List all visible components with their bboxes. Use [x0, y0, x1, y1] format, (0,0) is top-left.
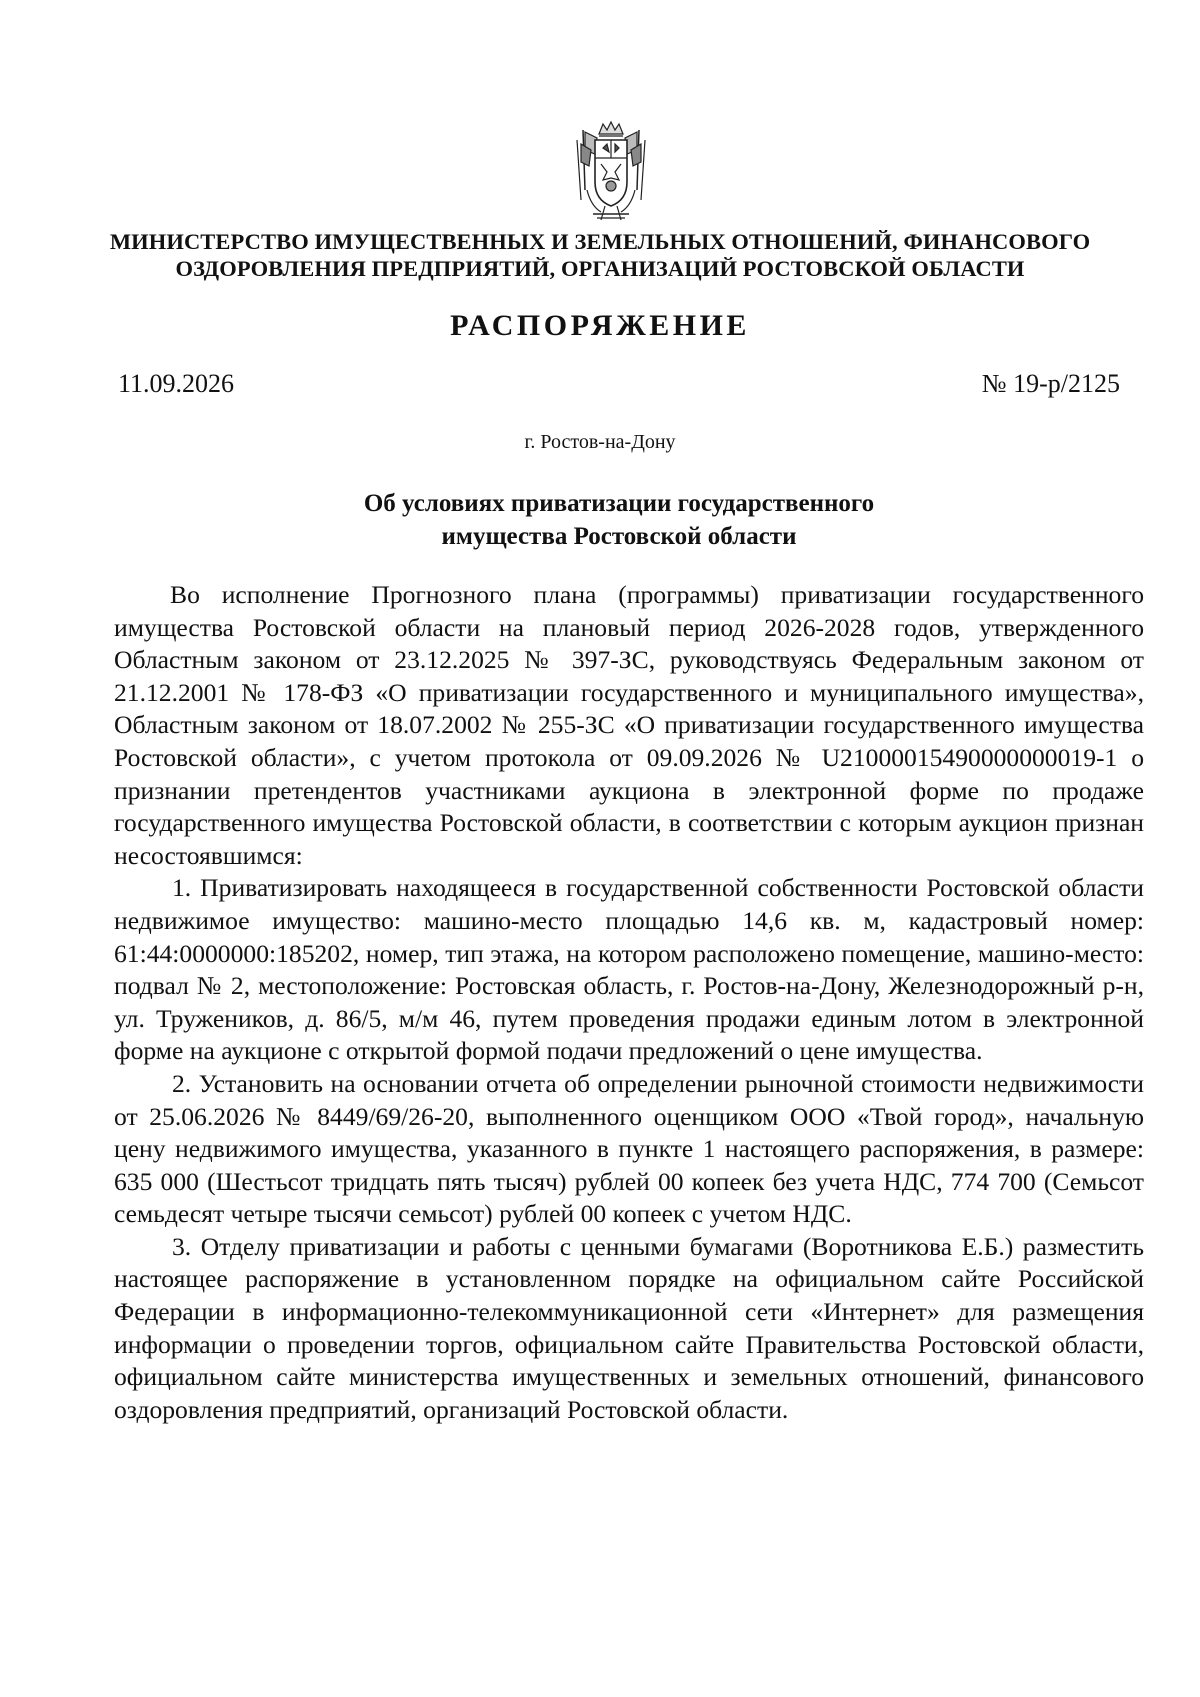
- ministry-name-line2: ОЗДОРОВЛЕНИЯ ПРЕДПРИЯТИЙ, ОРГАНИЗАЦИЙ РОСТОВСКОЙ ОБЛАСТИ: [175, 256, 1025, 281]
- document-type-heading: РАСПОРЯЖЕНИЕ: [450, 309, 750, 342]
- document-body: [114, 579, 1144, 1426]
- item-1-paragraph: 1. Приватизировать находящееся в государственной собственности Ростовской области недвижимое имущество: машино-место площадью 14,6 кв. м, кадастровый номер: 61:44:0000000:185202, номер, тип этажа, на котором расположено помещение, машино-место: подвал № 2, местоположение: Ростовская область, г. Ростов-на-Дону, Железнодорожный р-н, ул. Тружеников, д. 86/5, м/м 46, путем проведения продажи единым лотом в электронной форме на аукционе с открытой формой подачи предложений о цене имущества.: [114, 873, 1144, 1066]
- document-number: № 19-р/2125: [981, 369, 1120, 398]
- document-title-line2: имущества Ростовской области: [441, 523, 797, 550]
- ministry-name: [100, 228, 1100, 282]
- item-2-paragraph: 2. Установить на основании отчета об определении рыночной стоимости недвижимости от 25.06.2026 № 8449/69/26-20, выполненного оценщиком ООО «Твой город», начальную цену недвижимого имущества, указанного в пункте 1 настоящего распоряжения, в размере: 635 000 (Шестьсот тридцать пять тысяч) рублей 00 копеек без учета НДС, 774 700 (Семьсот семьдесят четыре тысячи семьсот) рублей 00 копеек с учетом НДС.: [114, 1068, 1144, 1229]
- ministry-name-line1: МИНИСТЕРСТВО ИМУЩЕСТВЕННЫХ И ЗЕМЕЛЬНЫХ ОТНОШЕНИЙ, ФИНАНСОВОГО: [109, 229, 1091, 254]
- preamble-paragraph: Во исполнение Прогнозного плана (программы) приватизации государственного имущества Ростовской области на плановый период 2026-2028 годов, утвержденного Областным законом от 23.12.2025 № 397-ЗС, руководствуясь Федеральным законом от 21.12.2001 № 178-ФЗ «О приватизации государственного и муниципального имущества», Областным законом от 18.07.2002 № 255-ЗС «О приватизации государственного имущества Ростовской области», с учетом протокола от 09.09.2026 № U21000015490000000019-1 о признании претендентов участниками аукциона в электронной форме по продаже государственного имущества Ростовской области, в соответствии с которым аукцион признан несостоявшимся:: [114, 580, 1144, 870]
- document-title-line1: Об условиях приватизации государственного: [363, 490, 875, 517]
- document-date: 11.09.2026: [118, 369, 235, 398]
- document-city: г. Ростов-на-Дону: [524, 431, 676, 453]
- rostov-oblast-coat-of-arms-icon: [571, 120, 651, 224]
- document-title: [150, 487, 1088, 553]
- item-3-paragraph: 3. Отделу приватизации и работы с ценными бумагами (Воротникова Е.Б.) разместить настоящее распоряжение в установленном порядке на официальном сайте Российской Федерации в информационно-телекоммуникационной сети «Интернет» для размещения информации о проведении торгов, официальном сайте Правительства Ростовской области, официальном сайте министерства имущественных и земельных отношений, финансового оздоровления предприятий, организаций Ростовской области.: [114, 1231, 1144, 1424]
